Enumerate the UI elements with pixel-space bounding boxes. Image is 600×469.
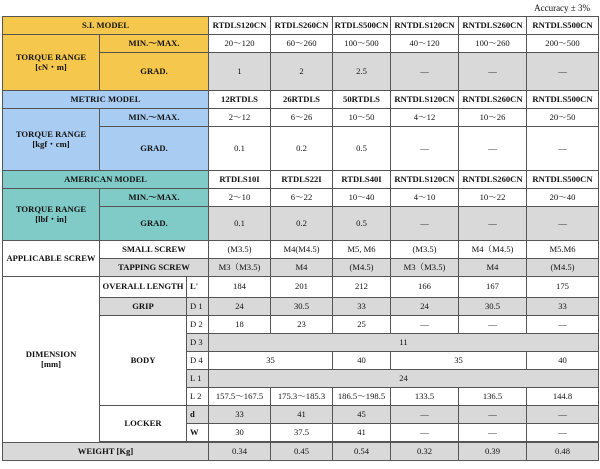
table-cell: 0.54 bbox=[333, 443, 391, 461]
american-torque-range-label: TORQUE RANGE [lbf・in] bbox=[3, 189, 100, 241]
table-cell: — bbox=[527, 406, 599, 424]
table-cell: 23 bbox=[271, 316, 333, 334]
table-cell: 2 bbox=[271, 53, 333, 91]
table-cell: — bbox=[459, 406, 527, 424]
si-model-title: S.I. MODEL bbox=[3, 17, 209, 35]
table-cell: M4(M4.5) bbox=[271, 241, 333, 259]
table-cell: (M4.5) bbox=[333, 259, 391, 277]
model-name: 12RTDLS bbox=[209, 91, 271, 109]
table-cell: 0.2 bbox=[271, 207, 333, 241]
table-cell: — bbox=[391, 53, 459, 91]
table-cell: 175 bbox=[527, 277, 599, 298]
table-cell: — bbox=[527, 53, 599, 91]
d2-symbol: D 2 bbox=[187, 316, 209, 334]
metric-minmax-label: MIN.～MAX. bbox=[100, 109, 209, 127]
weight-row bbox=[3, 443, 599, 461]
table-cell: 40 bbox=[527, 352, 599, 370]
table-cell: 0.48 bbox=[527, 443, 599, 461]
table-cell: 6～22 bbox=[271, 189, 333, 207]
metric-header-row bbox=[3, 91, 599, 109]
table-cell: 30 bbox=[209, 424, 271, 442]
table-cell: 2～12 bbox=[209, 109, 271, 127]
table-cell: 2～10 bbox=[209, 189, 271, 207]
table-cell: M3（M3.5) bbox=[209, 259, 271, 277]
american-model-title: AMERICAN MODEL bbox=[3, 171, 209, 189]
table-cell: 186.5～198.5 bbox=[333, 388, 391, 406]
si-minmax-label: MIN.～MAX. bbox=[100, 35, 209, 53]
weight-label: WEIGHT [Kg] bbox=[3, 443, 209, 461]
table-cell: 20～120 bbox=[209, 35, 271, 53]
table-cell: M4 bbox=[459, 259, 527, 277]
table-cell: M5, M6 bbox=[333, 241, 391, 259]
table-cell: 2.5 bbox=[333, 53, 391, 91]
locker-w-symbol: W bbox=[187, 424, 209, 442]
table-cell: 35 bbox=[391, 352, 527, 370]
table-cell: 184 bbox=[209, 277, 271, 298]
table-cell: 0.45 bbox=[271, 443, 333, 461]
american-header-row bbox=[3, 171, 599, 189]
table-cell: 0.1 bbox=[209, 207, 271, 241]
grip-label: GRIP bbox=[100, 298, 187, 316]
table-cell: — bbox=[391, 424, 459, 442]
table-cell: 33 bbox=[209, 406, 271, 424]
small-screw-label: SMALL SCREW bbox=[100, 241, 209, 259]
table-cell: — bbox=[391, 207, 459, 241]
american-minmax-row bbox=[3, 189, 599, 207]
d4-symbol: D 4 bbox=[187, 352, 209, 370]
model-name: RNTDLS260CN bbox=[459, 91, 527, 109]
table-cell: 133.5 bbox=[391, 388, 459, 406]
table-cell: 41 bbox=[271, 406, 333, 424]
table-cell: 0.34 bbox=[209, 443, 271, 461]
table-cell: 10～40 bbox=[333, 189, 391, 207]
table-cell: — bbox=[459, 207, 527, 241]
table-cell: 167 bbox=[459, 277, 527, 298]
table-cell: 33 bbox=[527, 298, 599, 316]
table-cell: — bbox=[459, 316, 527, 334]
table-cell: 11 bbox=[209, 334, 599, 352]
table-cell: 20～50 bbox=[527, 109, 599, 127]
table-cell: 40～120 bbox=[391, 35, 459, 53]
table-cell: — bbox=[527, 207, 599, 241]
si-grad-label: GRAD. bbox=[100, 53, 209, 91]
table-cell: — bbox=[527, 127, 599, 171]
table-cell: 0.39 bbox=[459, 443, 527, 461]
table-cell: 10～50 bbox=[333, 109, 391, 127]
table-cell: 10～22 bbox=[459, 189, 527, 207]
table-cell: M4 bbox=[271, 259, 333, 277]
table-cell: — bbox=[391, 316, 459, 334]
table-cell: 60～260 bbox=[271, 35, 333, 53]
table-cell: (M4.5) bbox=[527, 259, 599, 277]
table-cell: — bbox=[459, 53, 527, 91]
table-cell: 24 bbox=[391, 298, 459, 316]
model-name: RTDLS260CN bbox=[271, 17, 333, 35]
american-minmax-label: MIN.～MAX. bbox=[100, 189, 209, 207]
si-torque-range-label: TORQUE RANGE [cN・m] bbox=[3, 35, 100, 91]
table-cell: 24 bbox=[209, 298, 271, 316]
table-cell: 25 bbox=[333, 316, 391, 334]
overall-length-symbol: L' bbox=[187, 277, 209, 298]
model-name: 26RTDLS bbox=[271, 91, 333, 109]
table-cell: — bbox=[391, 127, 459, 171]
table-cell: 24 bbox=[209, 370, 599, 388]
table-cell: 4～12 bbox=[391, 109, 459, 127]
spec-table bbox=[2, 16, 599, 461]
model-name: RNTDLS500CN bbox=[527, 91, 599, 109]
table-cell: 100～500 bbox=[333, 35, 391, 53]
table-cell: 166 bbox=[391, 277, 459, 298]
table-cell: 33 bbox=[333, 298, 391, 316]
table-cell: 212 bbox=[333, 277, 391, 298]
table-cell: (M3.5) bbox=[209, 241, 271, 259]
overall-length-label: OVERALL LENGTH bbox=[100, 277, 187, 298]
accuracy-note: Accuracy ± 3% bbox=[534, 3, 590, 13]
table-cell: M4（M4.5) bbox=[459, 241, 527, 259]
table-cell: 0.2 bbox=[271, 127, 333, 171]
american-grad-label: GRAD. bbox=[100, 207, 209, 241]
metric-minmax-row bbox=[3, 109, 599, 127]
table-cell: 144.8 bbox=[527, 388, 599, 406]
table-cell: 1 bbox=[209, 53, 271, 91]
model-name: RNTDLS120CN bbox=[391, 171, 459, 189]
si-header-row bbox=[3, 17, 599, 35]
table-cell: 175.3～185.3 bbox=[271, 388, 333, 406]
tapping-screw-label: TAPPING SCREW bbox=[100, 259, 209, 277]
table-cell: 0.32 bbox=[391, 443, 459, 461]
table-cell: 40 bbox=[333, 352, 391, 370]
l2-symbol: L 2 bbox=[187, 388, 209, 406]
table-cell: 35 bbox=[209, 352, 333, 370]
metric-model-title: METRIC MODEL bbox=[3, 91, 209, 109]
table-cell: 30.5 bbox=[271, 298, 333, 316]
model-name: RNTDLS120CN bbox=[391, 91, 459, 109]
model-name: RNTDLS500CN bbox=[527, 17, 599, 35]
model-name: RNTDLS260CN bbox=[459, 17, 527, 35]
overall-length-row bbox=[3, 277, 599, 298]
table-cell: 41 bbox=[333, 424, 391, 442]
table-cell: 0.5 bbox=[333, 207, 391, 241]
table-cell: — bbox=[459, 424, 527, 442]
table-cell: 0.1 bbox=[209, 127, 271, 171]
table-cell: — bbox=[459, 127, 527, 171]
model-name: RTDLS40I bbox=[333, 171, 391, 189]
table-cell: 37.5 bbox=[271, 424, 333, 442]
table-cell: (M3.5) bbox=[391, 241, 459, 259]
small-screw-row bbox=[3, 241, 599, 259]
dimension-label: DIMENSION [mm] bbox=[3, 277, 100, 443]
table-cell: 45 bbox=[333, 406, 391, 424]
table-cell: 136.5 bbox=[459, 388, 527, 406]
metric-grad-label: GRAD. bbox=[100, 127, 209, 171]
table-cell: 10～26 bbox=[459, 109, 527, 127]
model-name: RNTDLS260CN bbox=[459, 171, 527, 189]
table-cell: — bbox=[527, 424, 599, 442]
model-name: RTDLS500CN bbox=[333, 17, 391, 35]
model-name: RNTDLS120CN bbox=[391, 17, 459, 35]
table-cell: 30.5 bbox=[459, 298, 527, 316]
si-minmax-row bbox=[3, 35, 599, 53]
table-cell: 200～500 bbox=[527, 35, 599, 53]
table-cell: 18 bbox=[209, 316, 271, 334]
table-cell: 0.5 bbox=[333, 127, 391, 171]
model-name: 50RTDLS bbox=[333, 91, 391, 109]
table-cell: M3（M3.5) bbox=[391, 259, 459, 277]
locker-d-symbol: d bbox=[187, 406, 209, 424]
table-cell: 4～10 bbox=[391, 189, 459, 207]
applicable-screw-label: APPLICABLE SCREW bbox=[3, 241, 100, 277]
table-cell: — bbox=[391, 406, 459, 424]
table-cell: — bbox=[527, 316, 599, 334]
model-name: RNTDLS500CN bbox=[527, 171, 599, 189]
l1-symbol: L 1 bbox=[187, 370, 209, 388]
table-cell: M5.M6 bbox=[527, 241, 599, 259]
locker-label: LOCKER bbox=[100, 406, 187, 442]
table-cell: 6～26 bbox=[271, 109, 333, 127]
table-cell: 20～40 bbox=[527, 189, 599, 207]
table-cell: 100～260 bbox=[459, 35, 527, 53]
body-label: BODY bbox=[100, 316, 187, 406]
model-name: RTDLS120CN bbox=[209, 17, 271, 35]
grip-symbol: D 1 bbox=[187, 298, 209, 316]
model-name: RTDLS22I bbox=[271, 171, 333, 189]
table-cell: 201 bbox=[271, 277, 333, 298]
metric-torque-range-label: TORQUE RANGE [kgf・cm] bbox=[3, 109, 100, 171]
table-cell: 157.5～167.5 bbox=[209, 388, 271, 406]
model-name: RTDLS10I bbox=[209, 171, 271, 189]
d3-symbol: D 3 bbox=[187, 334, 209, 352]
